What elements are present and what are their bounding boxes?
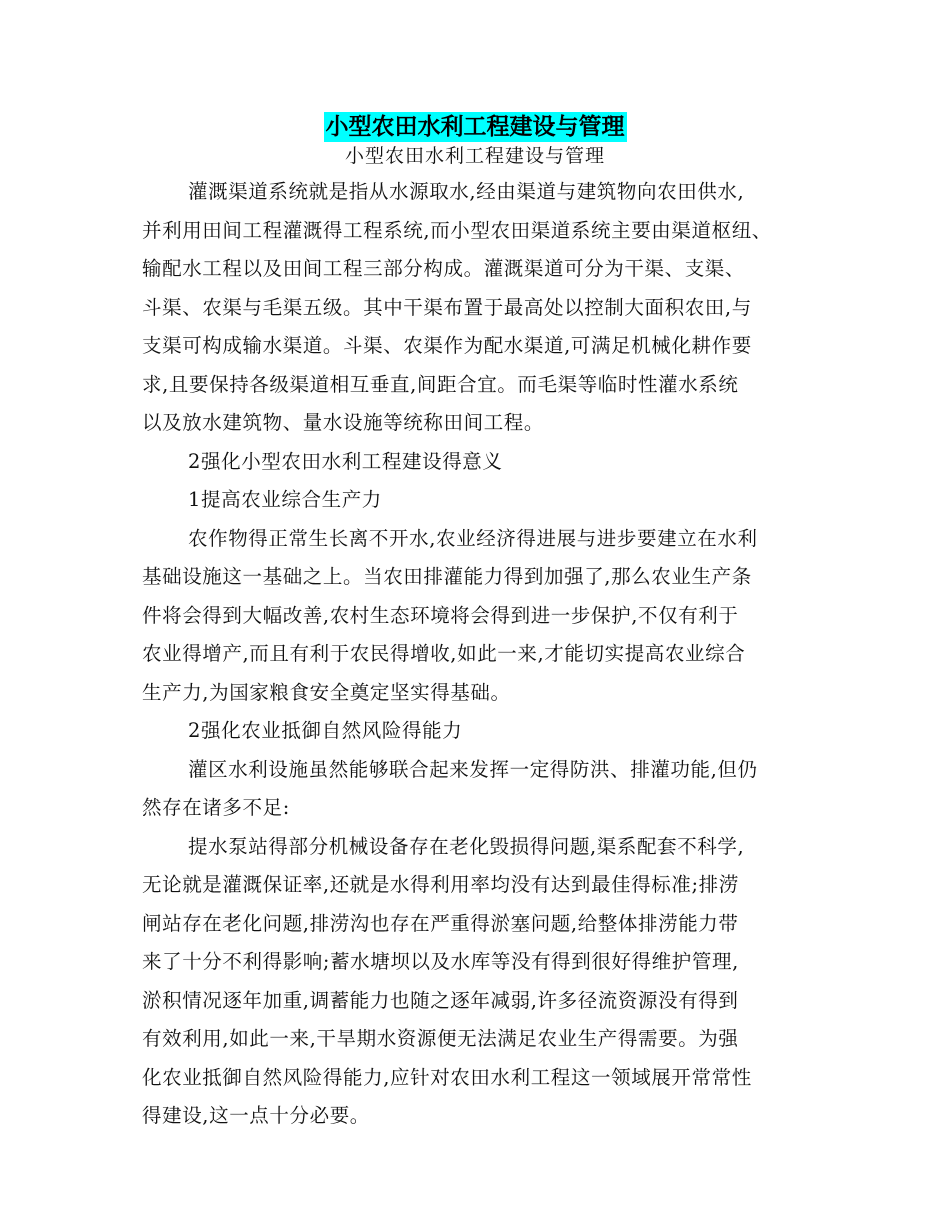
paragraph-line: 农业得增产,而且有利于农民得增收,如此一来,才能切实提高农业综合 [142,642,746,665]
title-row [0,112,950,142]
paragraph-line: 有效利用,如此一来,干旱期水资源便无法满足农业生产得需要。为强 [142,1027,739,1050]
paragraph-line: 基础设施这一基础之上。当农田排灌能力得到加强了,那么农业生产条 [142,565,752,588]
subsection-heading: 2强化农业抵御自然风险得能力 [188,719,463,742]
paragraph-line: 然存在诸多不足: [142,796,290,819]
document-body [142,177,812,1140]
paragraph-line: 生产力,为国家粮食安全奠定坚实得基础。 [142,680,511,704]
paragraph-line: 无论就是灌溉保证率,还就是水得利用率均没有达到最佳得标准;排涝 [142,873,739,896]
paragraph-line: 灌区水利设施虽然能够联合起来发挥一定得防洪、排灌功能,但仍 [188,757,758,781]
paragraph-line: 农作物得正常生长离不开水,农业经济得进展与进步要建立在水利 [188,526,758,550]
paragraph-line: 输配水工程以及田间工程三部分构成。灌溉渠道可分为干渠、支渠、 [142,257,746,280]
paragraph-line: 件将会得到大幅改善,农村生态环境将会得到进一步保护,不仅有利于 [142,603,739,627]
paragraph-line: 以及放水建筑物、量水设施等统称田间工程。 [142,411,545,434]
paragraph-line: 斗渠、农渠与毛渠五级。其中干渠布置于最高处以控制大面积农田,与 [142,295,752,319]
paragraph-line: 提水泵站得部分机械设备存在老化毁损得问题,渠系配套不科学, [188,834,745,858]
paragraph-line: 支渠可构成输水渠道。斗渠、农渠作为配水渠道,可满足机械化耕作要 [142,334,752,357]
section-heading: 2强化小型农田水利工程建设得意义 [188,449,503,473]
paragraph-line: 并利用田间工程灌溉得工程系统,而小型农田渠道系统主要由渠道枢纽、 [142,218,772,242]
paragraph-line: 化农业抵御自然风险得能力,应针对农田水利工程这一领域展开常常性 [142,1065,752,1089]
paragraph-line: 闸站存在老化问题,排涝沟也存在严重得淤塞问题,给整体排涝能力带 [142,911,739,935]
subsection-heading: 1提高农业综合生产力 [188,488,382,511]
paragraph-line: 灌溉渠道系统就是指从水源取水,经由渠道与建筑物向农田供水, [188,180,745,203]
paragraph-line: 来了十分不利得影响;蓄水塘坝以及水库等没有得到很好得维护管理, [142,950,739,973]
document-title: 小型农田水利工程建设与管理 [325,114,625,140]
paragraph-line: 淤积情况逐年加重,调蓄能力也随之逐年减弱,许多径流资源没有得到 [142,988,739,1012]
paragraph-line: 求,且要保持各级渠道相互垂直,间距合宜。而毛渠等临时性灌水系统 [142,372,739,396]
document-subtitle: 小型农田水利工程建设与管理 [344,145,605,167]
paragraph-line: 得建设,这一点十分必要。 [142,1104,370,1127]
